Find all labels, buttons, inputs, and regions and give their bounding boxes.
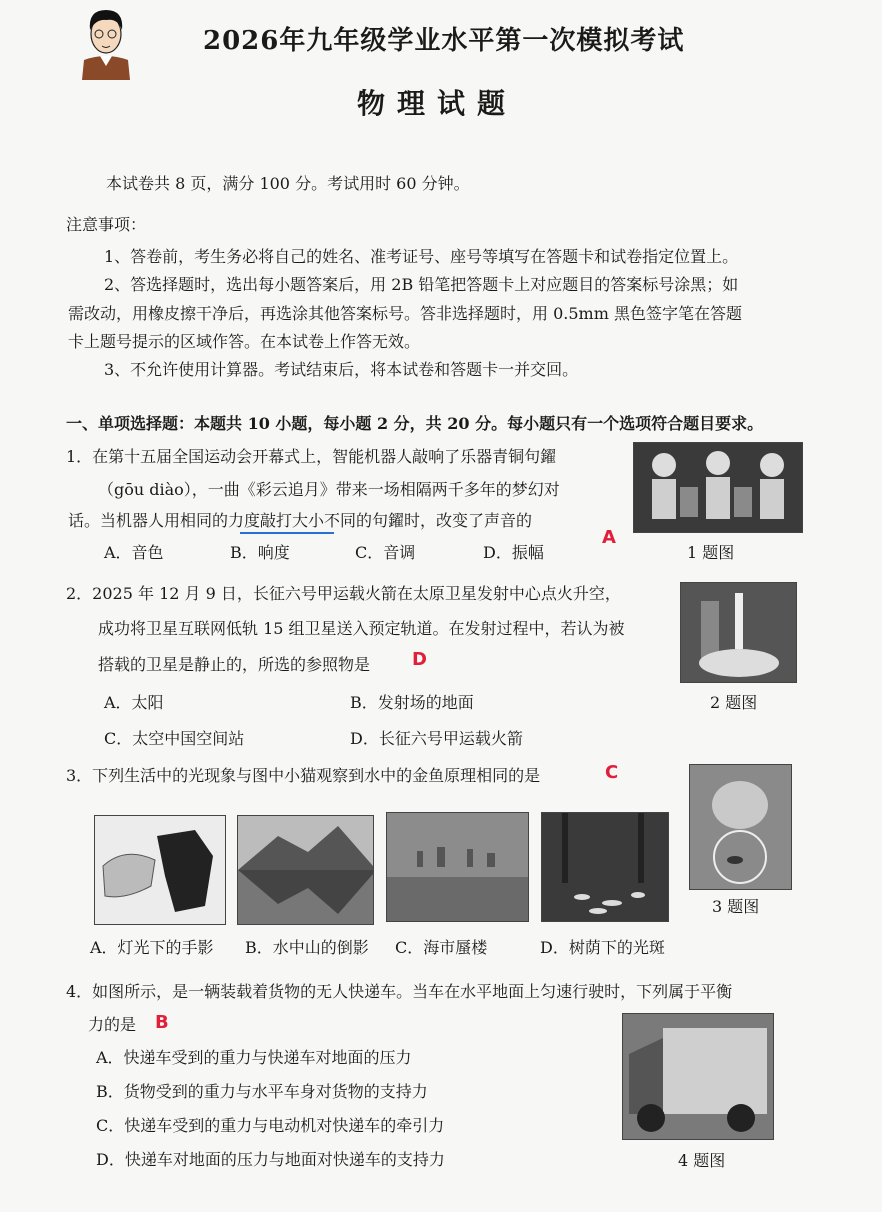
q2-option-c: C．太空中国空间站 [104, 729, 245, 748]
q1-figure-robots [633, 442, 803, 533]
notice-item: 需改动，用橡皮擦干净后，再选涂其他答案标号。答非选择题时，用 0.5mm 黑色签字笔在答题 [68, 304, 742, 323]
q1-line: 话。当机器人用相同的力度敲打大小不同的句鑃时，改变了声音的 [68, 511, 533, 530]
q4-option-b: B．货物受到的重力与水平车身对货物的支持力 [96, 1082, 428, 1101]
q3-handwritten-answer: C [605, 762, 619, 783]
q4-figure-delivery-vehicle [622, 1013, 774, 1140]
avatar [78, 4, 134, 80]
notice-item: 卡上题号提示的区域作答。在本试卷上作答无效。 [68, 332, 421, 351]
q4-handwritten-answer: B [155, 1012, 169, 1033]
q4-option-a: A．快递车受到的重力与快递车对地面的压力 [96, 1048, 412, 1067]
q4-option-c: C．快递车受到的重力与电动机对快递车的牵引力 [96, 1116, 445, 1135]
page-title: 2026年九年级学业水平第一次模拟考试 [203, 26, 685, 56]
q3-option-a: A．灯光下的手影 [90, 938, 214, 957]
q2-figure-rocket-launch [680, 582, 797, 683]
option-b-image-mountain-reflection [237, 815, 374, 925]
q2-line: 2．2025 年 12 月 9 日，长征六号甲运载火箭在太原卫星发射中心点火升空， [66, 584, 621, 603]
q4-figure-caption: 4 题图 [678, 1151, 726, 1170]
section-heading: 一、单项选择题：本题共 10 小题，每小题 2 分，共 20 分。每小题只有一个选项符合题目要求。 [66, 414, 764, 433]
q2-option-a: A．太阳 [104, 693, 164, 712]
q1-option-d: D．振幅 [483, 543, 544, 562]
notice-item: 2、答选择题时，选出每小题答案后，用 2B 铅笔把答题卡上对应题目的答案标号涂黑；如 [104, 275, 739, 294]
q1-figure-caption: 1 题图 [687, 543, 735, 562]
q1-option-b: B．响度 [230, 543, 290, 562]
q3-figure-cat-goldfish [689, 764, 792, 890]
q2-option-d: D．长征六号甲运载火箭 [350, 729, 523, 748]
notice-item: 1、答卷前，考生务必将自己的姓名、准考证号、座号等填写在答题卡和试卷指定位置上。 [104, 247, 739, 266]
q4-option-d: D．快递车对地面的压力与地面对快递车的支持力 [96, 1150, 445, 1169]
notice-heading: 注意事项： [66, 215, 147, 234]
q1-handwritten-answer: A [602, 527, 616, 548]
option-d-image-light-spots [541, 812, 669, 922]
q1-option-c: C．音调 [355, 543, 416, 562]
highlight-underline [240, 532, 334, 534]
subject-title: 物理试题 [357, 87, 518, 120]
q2-option-b: B．发射场的地面 [350, 693, 474, 712]
q1-option-a: A．音色 [104, 543, 164, 562]
q3-figure-caption: 3 题图 [712, 897, 760, 916]
q3-line: 3．下列生活中的光现象与图中小猫观察到水中的金鱼原理相同的是 [66, 766, 541, 785]
q2-line: 搭载的卫星是静止的，所选的参照物是 [98, 655, 371, 674]
q3-option-d: D．树荫下的光斑 [540, 938, 665, 957]
q4-line: 力的是 [88, 1015, 137, 1034]
exam-intro: 本试卷共 8 页，满分 100 分。考试用时 60 分钟。 [106, 174, 470, 193]
option-c-image-mirage [386, 812, 529, 922]
q4-line: 4．如图所示，是一辆装载着货物的无人快递车。当车在水平地面上匀速行驶时，下列属于平衡 [66, 982, 733, 1001]
option-a-image-hand-shadow [94, 815, 226, 925]
q3-option-b: B．水中山的倒影 [245, 938, 369, 957]
q2-figure-caption: 2 题图 [710, 693, 758, 712]
q1-line: 1．在第十五届全国运动会开幕式上，智能机器人敲响了乐器青铜句鑃 [66, 447, 557, 466]
q3-option-c: C．海市蜃楼 [395, 938, 488, 957]
q2-handwritten-answer: D [412, 649, 427, 670]
notice-item: 3、不允许使用计算器。考试结束后，将本试卷和答题卡一并交回。 [104, 360, 579, 379]
q2-line: 成功将卫星互联网低轨 15 组卫星送入预定轨道。在发射过程中，若认为被 [98, 619, 625, 638]
q1-line: （gōu diào），一曲《彩云追月》带来一场相隔两千多年的梦幻对 [98, 480, 560, 499]
